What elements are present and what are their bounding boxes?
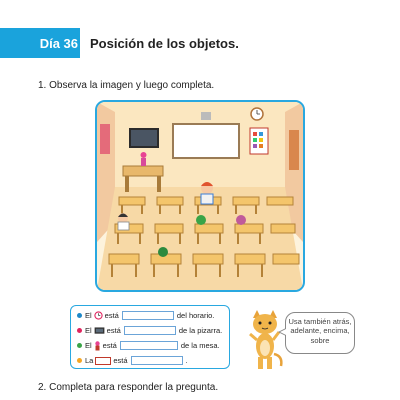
row-suffix: del horario. bbox=[176, 311, 215, 320]
bullet-dot bbox=[77, 313, 82, 318]
purple-bag bbox=[236, 215, 246, 225]
row-verb: está bbox=[104, 311, 119, 320]
page-title: Posición de los objetos. bbox=[90, 35, 239, 51]
bullet-dot bbox=[77, 328, 82, 333]
row-prefix: El bbox=[85, 341, 92, 350]
row-prefix: El bbox=[85, 326, 92, 335]
flower-vase bbox=[141, 158, 146, 166]
row-suffix: de la mesa. bbox=[180, 341, 220, 350]
row-suffix: de la pizarra. bbox=[178, 326, 223, 335]
answer-row-3 bbox=[77, 339, 220, 352]
speech-bubble-tail-inner bbox=[280, 329, 286, 335]
teacher-desk bbox=[123, 166, 163, 176]
speaker bbox=[201, 112, 211, 120]
row-prefix: El bbox=[85, 311, 92, 320]
answer-row-1 bbox=[77, 309, 214, 322]
tv-icon bbox=[94, 327, 105, 335]
cat-mascot bbox=[245, 310, 285, 372]
speech-bubble: Usa también atrás, adelante, encima, sobre bbox=[285, 312, 355, 354]
green-cap bbox=[158, 247, 168, 257]
flower-vase-icon bbox=[94, 341, 101, 351]
question-1-text: 1. Observa la imagen y luego completa. bbox=[38, 80, 215, 91]
answer-blank-2[interactable] bbox=[124, 326, 176, 335]
whiteboard bbox=[173, 124, 239, 158]
row-verb: está bbox=[106, 326, 121, 335]
clock-icon bbox=[94, 311, 103, 320]
row-verb: está bbox=[113, 356, 128, 365]
answer-blank-4[interactable] bbox=[131, 356, 183, 365]
row-prefix: La bbox=[85, 356, 94, 365]
whiteboard-icon bbox=[95, 357, 111, 365]
row-suffix: . bbox=[185, 356, 188, 365]
bullet-dot bbox=[77, 343, 82, 348]
classroom-illustration bbox=[95, 100, 305, 292]
green-bag bbox=[196, 215, 206, 225]
answer-box bbox=[70, 305, 230, 369]
answer-blank-3[interactable] bbox=[120, 341, 178, 350]
classroom-drawing bbox=[97, 102, 303, 290]
bullet-dot bbox=[77, 358, 82, 363]
left-wall-poster bbox=[100, 124, 110, 154]
answer-blank-1[interactable] bbox=[122, 311, 174, 320]
right-wall-door bbox=[289, 130, 299, 170]
answer-row-2 bbox=[77, 324, 222, 337]
question-2-text: 2. Completa para responder la pregunta. bbox=[38, 382, 219, 393]
answer-row-4 bbox=[77, 354, 188, 367]
row-verb: está bbox=[102, 341, 117, 350]
day-label: Día 36 bbox=[0, 28, 80, 58]
